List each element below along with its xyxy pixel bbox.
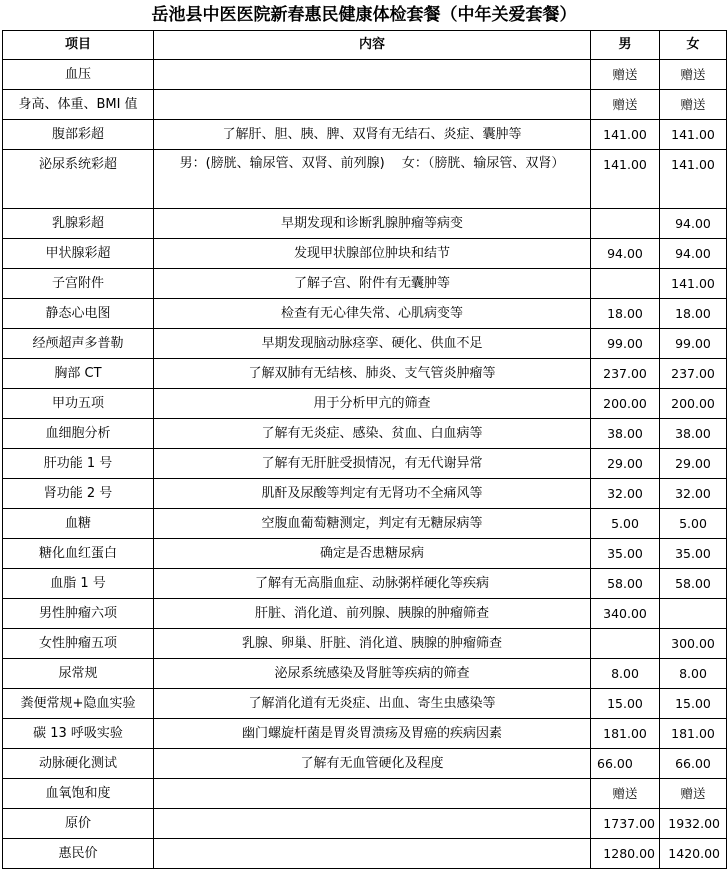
row-female-price-cell: 99.00 bbox=[660, 329, 727, 359]
row-content-cell: 了解消化道有无炎症、出血、寄生虫感染等 bbox=[154, 689, 591, 719]
row-female-price-cell: 35.00 bbox=[660, 539, 727, 569]
row-female-price-cell: 18.00 bbox=[660, 299, 727, 329]
row-content-cell: 幽门螺旋杆菌是胃炎胃溃疡及胃癌的疾病因素 bbox=[154, 719, 591, 749]
row-male-price-cell: 赠送 bbox=[591, 90, 660, 120]
checkup-package-table bbox=[2, 30, 727, 869]
row-item-cell: 血糖 bbox=[3, 509, 154, 539]
row-item-cell: 肾功能 2 号 bbox=[3, 479, 154, 509]
table-row bbox=[3, 479, 727, 509]
row-content-cell: 了解有无高脂血症、动脉粥样硬化等疾病 bbox=[154, 569, 591, 599]
row-item-cell: 泌尿系统彩超 bbox=[3, 150, 154, 209]
row-content-cell: 了解双肺有无结核、肺炎、支气管炎肿瘤等 bbox=[154, 359, 591, 389]
row-male-price-cell: 200.00 bbox=[591, 389, 660, 419]
row-content-cell bbox=[154, 60, 591, 90]
row-female-price-cell: 赠送 bbox=[660, 779, 727, 809]
table-row bbox=[3, 419, 727, 449]
row-male-price-cell bbox=[591, 269, 660, 299]
row-female-price-cell: 1932.00 bbox=[660, 809, 727, 839]
row-item-cell: 甲状腺彩超 bbox=[3, 239, 154, 269]
table-row bbox=[3, 329, 727, 359]
header-male: 男 bbox=[591, 31, 660, 60]
row-item-cell: 血脂 1 号 bbox=[3, 569, 154, 599]
row-female-price-cell: 29.00 bbox=[660, 449, 727, 479]
row-female-price-cell: 38.00 bbox=[660, 419, 727, 449]
row-male-price-cell: 99.00 bbox=[591, 329, 660, 359]
row-item-cell: 惠民价 bbox=[3, 839, 154, 869]
row-female-price-cell: 141.00 bbox=[660, 120, 727, 150]
table-row bbox=[3, 569, 727, 599]
header-item: 项目 bbox=[3, 31, 154, 60]
row-item-cell: 子宫附件 bbox=[3, 269, 154, 299]
row-male-price-cell: 141.00 bbox=[591, 150, 660, 209]
table-row bbox=[3, 509, 727, 539]
row-content-cell: 了解有无炎症、感染、贫血、白血病等 bbox=[154, 419, 591, 449]
row-male-price-cell: 181.00 bbox=[591, 719, 660, 749]
table-row bbox=[3, 269, 727, 299]
row-female-price-cell bbox=[660, 599, 727, 629]
row-male-price-cell: 5.00 bbox=[591, 509, 660, 539]
row-male-price-cell: 1280.00 bbox=[591, 839, 660, 869]
row-female-price-cell: 58.00 bbox=[660, 569, 727, 599]
row-female-price-cell: 237.00 bbox=[660, 359, 727, 389]
row-item-cell: 甲功五项 bbox=[3, 389, 154, 419]
row-content-cell: 了解肝、胆、胰、脾、双肾有无结石、炎症、囊肿等 bbox=[154, 120, 591, 150]
row-content-cell: 乳腺、卵巢、肝脏、消化道、胰腺的肿瘤筛查 bbox=[154, 629, 591, 659]
row-male-price-cell: 58.00 bbox=[591, 569, 660, 599]
row-item-cell: 血细胞分析 bbox=[3, 419, 154, 449]
row-male-price-cell: 340.00 bbox=[591, 599, 660, 629]
row-content-cell: 肌酐及尿酸等判定有无肾功不全痛风等 bbox=[154, 479, 591, 509]
row-item-cell: 女性肿瘤五项 bbox=[3, 629, 154, 659]
table-row bbox=[3, 120, 727, 150]
row-female-price-cell: 141.00 bbox=[660, 150, 727, 209]
header-female: 女 bbox=[660, 31, 727, 60]
table-row bbox=[3, 779, 727, 809]
table-row bbox=[3, 659, 727, 689]
row-female-price-cell: 5.00 bbox=[660, 509, 727, 539]
row-male-price-cell: 38.00 bbox=[591, 419, 660, 449]
row-male-price-cell: 94.00 bbox=[591, 239, 660, 269]
table-row bbox=[3, 809, 727, 839]
row-female-price-cell: 300.00 bbox=[660, 629, 727, 659]
row-item-cell: 血氧饱和度 bbox=[3, 779, 154, 809]
row-male-price-cell: 141.00 bbox=[591, 120, 660, 150]
row-content-cell: 早期发现和诊断乳腺肿瘤等病变 bbox=[154, 209, 591, 239]
row-female-price-cell: 8.00 bbox=[660, 659, 727, 689]
row-female-price-cell: 94.00 bbox=[660, 209, 727, 239]
row-female-price-cell: 32.00 bbox=[660, 479, 727, 509]
row-content-cell: 男：(膀胱、输尿管、双肾、前列腺) 女：（膀胱、输尿管、双肾） bbox=[154, 150, 591, 209]
row-item-cell: 胸部 CT bbox=[3, 359, 154, 389]
row-male-price-cell: 8.00 bbox=[591, 659, 660, 689]
row-female-price-cell: 15.00 bbox=[660, 689, 727, 719]
row-content-cell: 早期发现脑动脉痉挛、硬化、供血不足 bbox=[154, 329, 591, 359]
row-item-cell: 身高、体重、BMI 值 bbox=[3, 90, 154, 120]
row-content-cell: 用于分析甲亢的筛查 bbox=[154, 389, 591, 419]
row-male-price-cell bbox=[591, 629, 660, 659]
row-content-cell: 肝脏、消化道、前列腺、胰腺的肿瘤筛查 bbox=[154, 599, 591, 629]
table-row bbox=[3, 629, 727, 659]
row-item-cell: 动脉硬化测试 bbox=[3, 749, 154, 779]
table-row bbox=[3, 209, 727, 239]
row-content-cell: 泌尿系统感染及肾脏等疾病的筛查 bbox=[154, 659, 591, 689]
table-row bbox=[3, 719, 727, 749]
row-content-cell: 检查有无心律失常、心肌病变等 bbox=[154, 299, 591, 329]
table-row bbox=[3, 60, 727, 90]
row-content-cell: 了解子宫、附件有无囊肿等 bbox=[154, 269, 591, 299]
table-row bbox=[3, 389, 727, 419]
row-item-cell: 粪便常规+隐血实验 bbox=[3, 689, 154, 719]
table-row bbox=[3, 749, 727, 779]
row-male-price-cell: 1737.00 bbox=[591, 809, 660, 839]
row-female-price-cell: 赠送 bbox=[660, 90, 727, 120]
row-male-price-cell: 赠送 bbox=[591, 60, 660, 90]
row-female-price-cell: 141.00 bbox=[660, 269, 727, 299]
row-female-price-cell: 66.00 bbox=[660, 749, 727, 779]
row-content-cell: 了解有无肝脏受损情况，有无代谢异常 bbox=[154, 449, 591, 479]
header-row bbox=[3, 31, 727, 60]
table-row bbox=[3, 599, 727, 629]
row-content-cell bbox=[154, 90, 591, 120]
row-male-price-cell: 15.00 bbox=[591, 689, 660, 719]
row-content-cell: 了解有无血管硬化及程度 bbox=[154, 749, 591, 779]
row-male-price-cell: 赠送 bbox=[591, 779, 660, 809]
row-item-cell: 静态心电图 bbox=[3, 299, 154, 329]
row-content-cell bbox=[154, 779, 591, 809]
row-item-cell: 经颅超声多普勒 bbox=[3, 329, 154, 359]
row-item-cell: 肝功能 1 号 bbox=[3, 449, 154, 479]
table-row bbox=[3, 539, 727, 569]
row-female-price-cell: 200.00 bbox=[660, 389, 727, 419]
row-female-price-cell: 赠送 bbox=[660, 60, 727, 90]
row-item-cell: 碳 13 呼吸实验 bbox=[3, 719, 154, 749]
row-male-price-cell: 237.00 bbox=[591, 359, 660, 389]
header-content: 内容 bbox=[154, 31, 591, 60]
row-item-cell: 尿常规 bbox=[3, 659, 154, 689]
row-male-price-cell: 32.00 bbox=[591, 479, 660, 509]
table-row bbox=[3, 359, 727, 389]
row-item-cell: 男性肿瘤六项 bbox=[3, 599, 154, 629]
row-male-price-cell: 18.00 bbox=[591, 299, 660, 329]
table-row bbox=[3, 839, 727, 869]
row-item-cell: 腹部彩超 bbox=[3, 120, 154, 150]
table-row bbox=[3, 299, 727, 329]
row-content-cell bbox=[154, 839, 591, 869]
row-item-cell: 原价 bbox=[3, 809, 154, 839]
row-male-price-cell: 29.00 bbox=[591, 449, 660, 479]
row-content-cell: 发现甲状腺部位肿块和结节 bbox=[154, 239, 591, 269]
row-item-cell: 乳腺彩超 bbox=[3, 209, 154, 239]
row-content-cell: 空腹血葡萄糖测定，判定有无糖尿病等 bbox=[154, 509, 591, 539]
row-male-price-cell: 35.00 bbox=[591, 539, 660, 569]
table-row bbox=[3, 90, 727, 120]
row-female-price-cell: 181.00 bbox=[660, 719, 727, 749]
row-content-cell bbox=[154, 809, 591, 839]
row-male-price-cell: 66.00 bbox=[591, 749, 660, 779]
table-row bbox=[3, 689, 727, 719]
table-row bbox=[3, 449, 727, 479]
row-item-cell: 血压 bbox=[3, 60, 154, 90]
row-female-price-cell: 94.00 bbox=[660, 239, 727, 269]
table-row bbox=[3, 239, 727, 269]
row-content-cell: 确定是否患糖尿病 bbox=[154, 539, 591, 569]
document-title: 岳池县中医医院新春惠民健康体检套餐（中年关爱套餐） bbox=[151, 5, 577, 25]
table-row bbox=[3, 150, 727, 209]
row-item-cell: 糖化血红蛋白 bbox=[3, 539, 154, 569]
row-female-price-cell: 1420.00 bbox=[660, 839, 727, 869]
row-male-price-cell bbox=[591, 209, 660, 239]
